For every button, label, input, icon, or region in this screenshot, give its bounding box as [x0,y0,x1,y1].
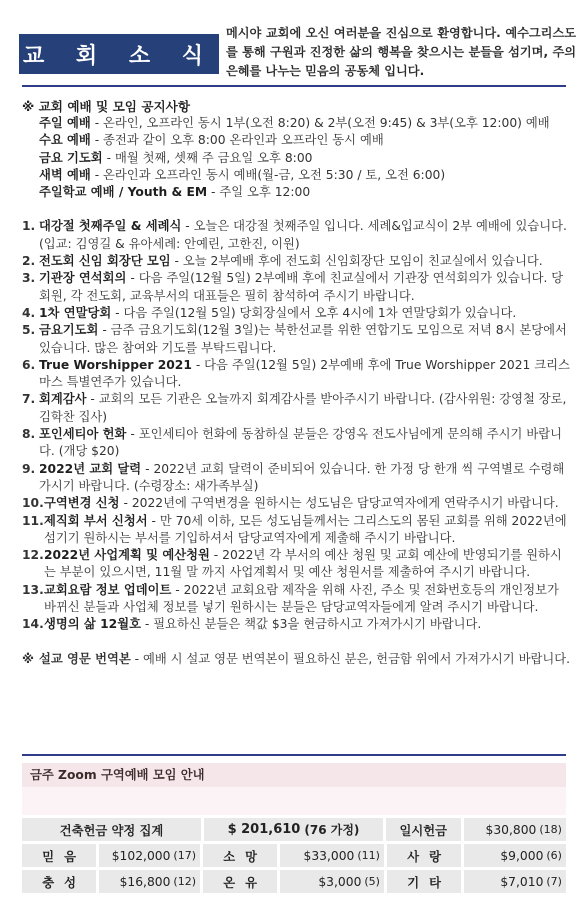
misc-offering-amount [464,818,566,841]
item-number: 1. [22,219,36,234]
item-title: 1차 연말당회 [39,305,112,320]
item-text: - 금주 금요기도회(12월 3일)는 북한선교를 위한 연합기도 모임으로 저녁 8시 본당에서 있습니다. 많은 참여와 기도를 부탁드립니다. [39,323,567,355]
announcement-item [22,357,570,392]
item-number: 11. [22,513,44,528]
item-title: 2022년 교회 달력 [39,461,142,476]
group-label: 소망 [203,844,277,867]
amount-count: (12) [173,875,197,888]
pledge-amount: $ 201,610 [227,822,301,837]
item-title: 회계감사 [39,392,87,407]
note-title: 설교 영문 번역본 [39,651,131,666]
group-amount [464,844,566,867]
group-label: 온유 [203,870,277,893]
service-item [39,132,570,149]
item-title: 기관장 연석회의 [39,271,127,286]
item-text: - 오늘은 대강절 첫째주일 입니다. 세례&입교식이 2부 예배에 있습니다. (입교: 김영길 & 유아세례: 안예린, 고한진, 이원) [39,219,567,251]
announcement-item [22,270,570,305]
group-amount [280,844,384,867]
offering-header-row [22,818,566,841]
item-text: - 다음 주일(12월 5일) 2부예배 후에 True Worshipper 2021 크리스마스 특별연주가 있습니다. [39,357,570,390]
item-number: 12. [22,548,44,563]
amount-count: (17) [173,849,197,862]
item-title: 2022년 사업계획 및 예산청원 [44,548,210,563]
item-text: - 2022년에 구역변경을 원하시는 성도님은 담당교역자에게 연락주시기 바랍니다. [119,496,559,511]
top-divider [22,85,566,87]
service-item [39,167,570,184]
amount-value: $9,000 [500,848,544,863]
item-title: 대강절 첫째주일 & 세례식 [39,219,182,234]
news-banner: 교 회 소 식 [19,34,219,74]
item-number: 13. [22,582,44,597]
bottom-divider [22,754,566,756]
announcement-item [22,461,570,496]
item-number: 4. [22,305,36,320]
service-item [39,115,570,132]
item-number: 8. [22,427,36,442]
offering-row [22,870,566,893]
announcement-item [22,582,570,617]
service-text: - 종전과 같이 오후 8:00 온라인과 오프라인 동시 예배 [90,133,384,148]
amount-value: $33,000 [303,848,355,863]
announcement-item [22,495,570,512]
service-label: 주일 예배 [39,116,91,130]
item-number: 2. [22,254,36,269]
zoom-meeting-header: 금주 Zoom 구역예배 모임 안내 [22,763,566,787]
services-title: ※ 교회 예배 및 모임 공지사항 [22,99,190,114]
note-text: - 예배 시 설교 영문 번역본이 필요하신 분은, 헌금함 위에서 가져가시기 바랍니다. [130,651,571,666]
announcement-item [22,305,570,322]
item-text: - 필요하신 분들은 책값 $3을 현금하시고 가져가시기 바랍니다. [140,617,482,632]
misc-count: (18) [539,823,562,836]
item-text: - 교회의 모든 기관은 오늘까지 회계감사를 받아주시기 바랍니다. (감사위원: 강영철 장로, 김학찬 집사) [39,392,567,424]
amount-value: $3,000 [318,874,362,889]
item-text: - 오늘 2부예배 후에 전도회 신임회장단 모임이 친교실에서 있습니다. [170,254,543,269]
service-label: 주일학교 예배 / Youth & EM [39,185,208,200]
item-title: 생명의 삶 12월호 [44,617,141,632]
amount-value: $102,000 [111,848,171,863]
item-text: - 2022년 교회요람 제작을 위해 사진, 주소 및 전화번호등의 개인정보가 바뀌신 분들과 사업체 정보를 넣기 원하시는 분들은 담당교역자들에게 알려 주시기 바랍니다. [44,582,559,615]
amount-value: $16,800 [119,874,171,889]
item-text: - 2022년 교회 달력이 준비되어 있습니다. 한 가정 당 한개 씩 구역별로 수령해 가시기 바랍니다. (수령장소: 새가족부실) [39,461,565,493]
service-label: 새벽 예배 [39,167,91,182]
service-text: - 주일 오후 12:00 [207,185,311,200]
amount-value: $7,010 [500,874,544,889]
announcement-item [22,547,570,582]
service-text: - 온라인과 오프라인 동시 예배(월-금, 오전 5:30 / 토, 오전 6:00) [90,167,446,182]
service-item [39,150,570,167]
announcement-item [22,253,570,270]
service-item [39,184,570,201]
pledge-total [204,818,383,841]
item-text: - 2022년 각 부서의 예산 청원 및 교회 예산에 반영되기를 원하시는 부분이 있으시면, 11월 말 까지 사업계획서 및 예산 청원서를 제출하여 주시기 바랍니다. [44,548,562,580]
item-number: 7. [22,392,36,407]
item-number: 9. [22,461,36,476]
group-amount [99,870,200,893]
amount-count: (5) [364,875,380,888]
amount-count: (11) [357,849,380,862]
item-title: 제직회 부서 신청서 [44,513,148,528]
item-title: 포인세티아 헌화 [39,427,127,442]
item-number: 14. [22,617,44,632]
item-number: 6. [22,357,36,372]
group-amount [464,870,566,893]
notices-section [22,98,570,668]
item-text: - 만 70세 이하, 모든 성도님들께서는 그리스도의 몸된 교회를 위해 2022년에 섬기기 원하시는 부서를 기입하셔서 담당교역자에게 제출해 주시기 바랍니다. [44,513,567,545]
item-text: - 포인세티아 헌화에 동참하실 분들은 강영옥 전도사님에게 문의해 주시기 바랍니다. (개당 $20) [39,427,562,459]
item-text: - 다음 주일(12월 5일) 당회장실에서 오후 4시에 1차 연말당회가 있습니다. [111,305,517,320]
group-label: 사랑 [387,844,461,867]
group-amount [99,844,200,867]
announcement-item [22,391,570,426]
amount-count: (6) [546,849,562,862]
announcement-item [22,616,570,633]
item-number: 10. [22,496,44,511]
group-amount [280,870,384,893]
announcement-item [22,426,570,461]
announcement-list [22,218,570,633]
item-text: - 다음 주일(12월 5일) 2부예배 후에 친교실에서 기관장 연석회의가 있습니다. 당회원, 각 전도회, 교육부서의 대표들은 필히 참석하여 주시기 바랍니다. [39,271,564,303]
misc-offering-label: 일시헌금 [386,818,461,841]
welcome-message: 메시야 교회에 오신 여러분을 진심으로 환영합니다. 예수그리스도를 통해 구원과 진정한 삶의 행복을 찾으시는 분들을 섬기며, 주의 은혜를 나누는 믿음의 공동체 입니다. [226,26,576,78]
offering-row [22,844,566,867]
group-label: 기타 [387,870,461,893]
service-text: - 매월 첫째, 셋째 주 금요일 오후 8:00 [102,150,313,165]
pledge-title: 건축헌금 약정 집계 [22,818,201,841]
announcement-item [22,218,570,253]
item-title: 전도회 신임 회장단 모임 [39,254,171,269]
group-label: 충성 [22,870,96,893]
service-label: 수요 예배 [39,133,91,148]
translation-note [22,651,570,668]
service-text: - 온라인, 오프라인 동시 1부(오전 8:20) & 2부(오전 9:45) & 3부(오후 12:00) 예배 [90,116,550,130]
item-title: 구역변경 신청 [44,496,120,511]
service-label: 금요 기도회 [39,150,103,165]
announcement-item [22,513,570,548]
group-label: 믿음 [22,844,96,867]
item-number: 5. [22,323,36,338]
pledge-count: (76 가정) [304,823,360,837]
misc-amount: $30,800 [485,822,537,837]
zoom-meeting-body [22,787,566,815]
item-title: True Worshipper 2021 [39,357,192,372]
offering-summary [22,818,566,896]
note-mark: ※ [22,651,34,666]
item-title: 금요기도회 [39,323,99,338]
amount-count: (7) [546,875,562,888]
item-number: 3. [22,271,36,286]
service-schedule [22,115,570,201]
item-title: 교회요람 정보 업데이트 [44,582,172,597]
announcement-item [22,322,570,357]
